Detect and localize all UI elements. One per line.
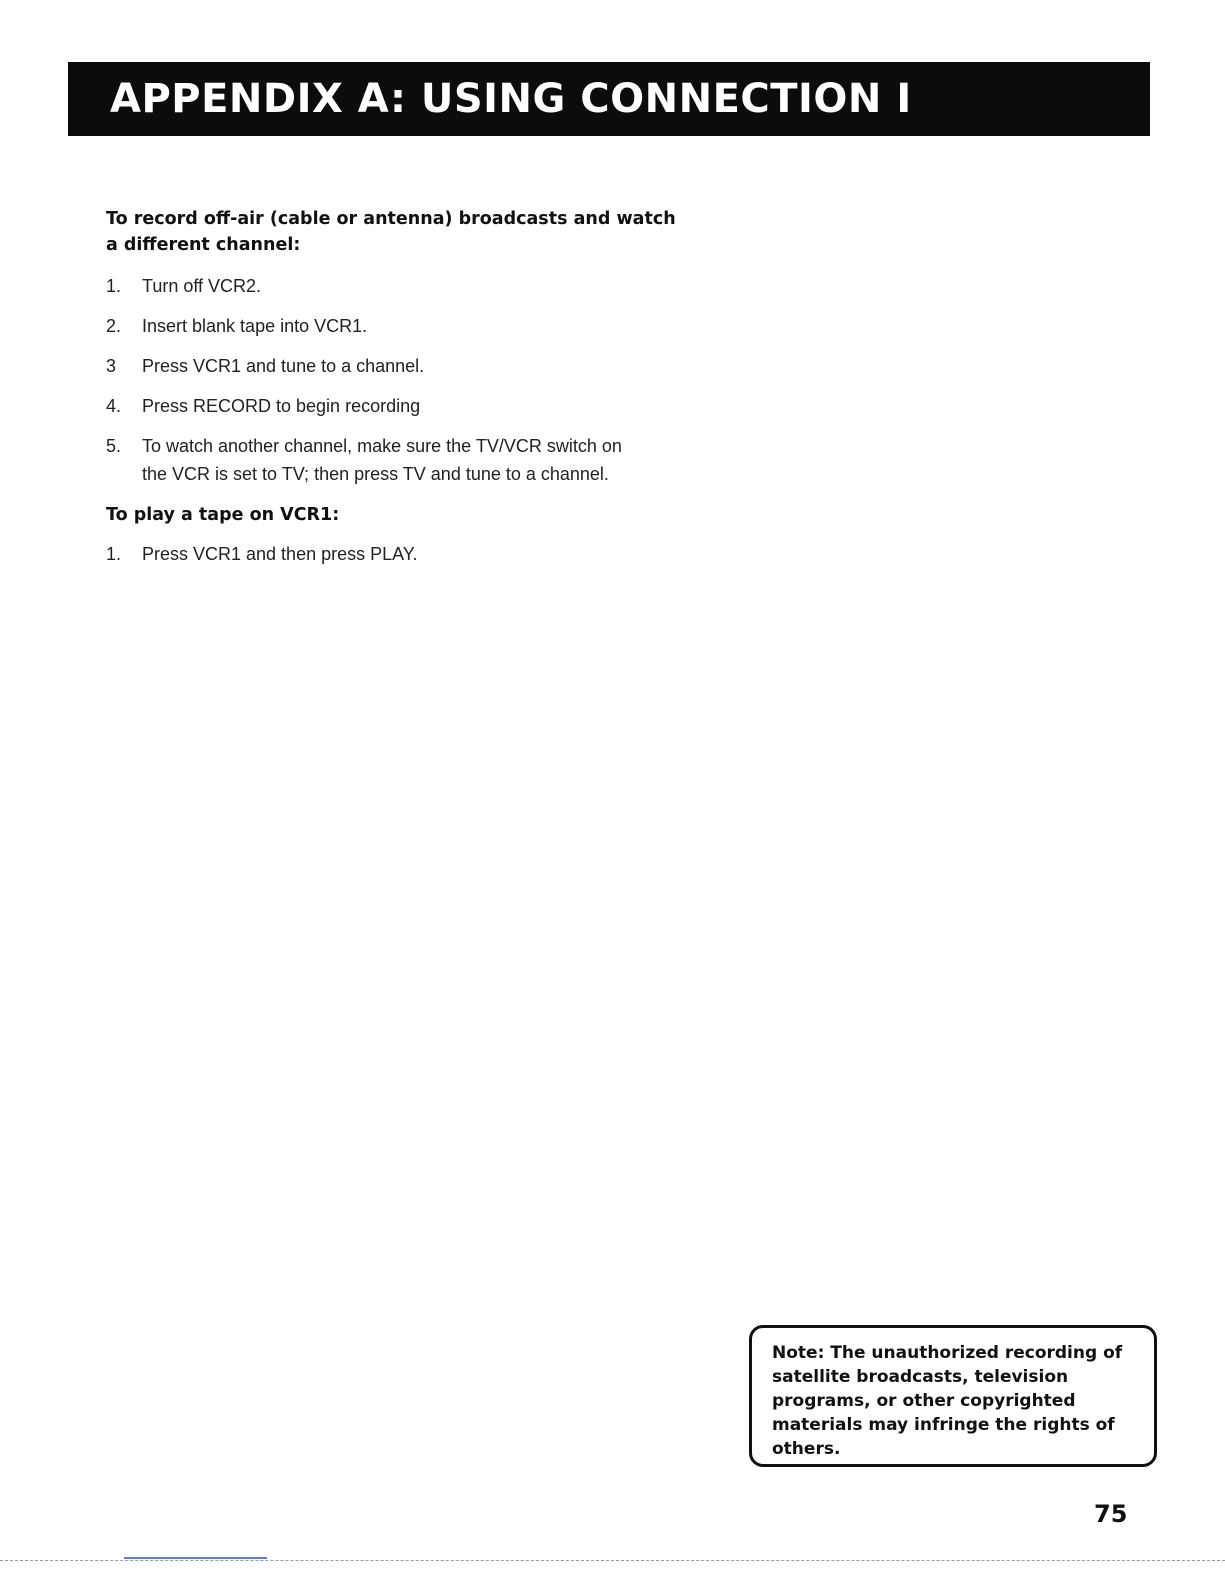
step-text: Press VCR1 and tune to a channel. [142,356,425,376]
step-number: 4. [106,396,122,416]
step-number: 2. [106,316,122,336]
note-box [749,1325,1157,1467]
step-number: 1. [106,544,122,564]
step-text-line: To watch another channel, make sure the TV/VCR switch on [142,436,622,456]
section-heading-play: To play a tape on VCR1: [106,505,340,525]
note-line: others. [772,1439,841,1459]
step-text: Press RECORD to begin recording [142,396,421,416]
header-bar [68,62,1150,136]
step-number: 3 [106,356,117,376]
bottom-divider [0,1560,1225,1561]
section-heading-line: a different channel: [106,235,301,255]
step-item [106,540,726,568]
step-text [142,432,726,488]
note-line: satellite broadcasts, television [772,1367,1069,1387]
step-text: Turn off VCR2. [142,276,262,296]
step-text: Insert blank tape into VCR1. [142,316,368,336]
note-line: programs, or other copyrighted [772,1391,1076,1411]
step-text-line: the VCR is set to TV; then press TV and tune to a channel. [142,464,609,484]
step-text: Press VCR1 and then press PLAY. [142,544,418,564]
step-item [106,352,726,380]
step-number: 1. [106,276,122,296]
step-item [106,312,726,340]
steps-list-record [106,272,726,488]
step-item [106,272,726,300]
main-content [106,206,726,568]
section-play [106,502,726,568]
steps-list-play [106,540,726,568]
page-number: 75 [1094,1500,1128,1528]
page-title: APPENDIX A: USING CONNECTION I [110,76,912,122]
note-line: Note: The unauthorized recording of [772,1343,1123,1363]
step-number: 5. [106,436,122,456]
note-text [772,1341,1136,1461]
step-item [106,392,726,420]
section-heading-record [106,206,726,258]
bottom-link-underline [124,1557,267,1559]
step-item [106,432,726,488]
section-record [106,206,726,488]
note-line: materials may infringe the rights of [772,1415,1115,1435]
section-heading-line: To record off-air (cable or antenna) broadcasts and watch [106,209,676,229]
